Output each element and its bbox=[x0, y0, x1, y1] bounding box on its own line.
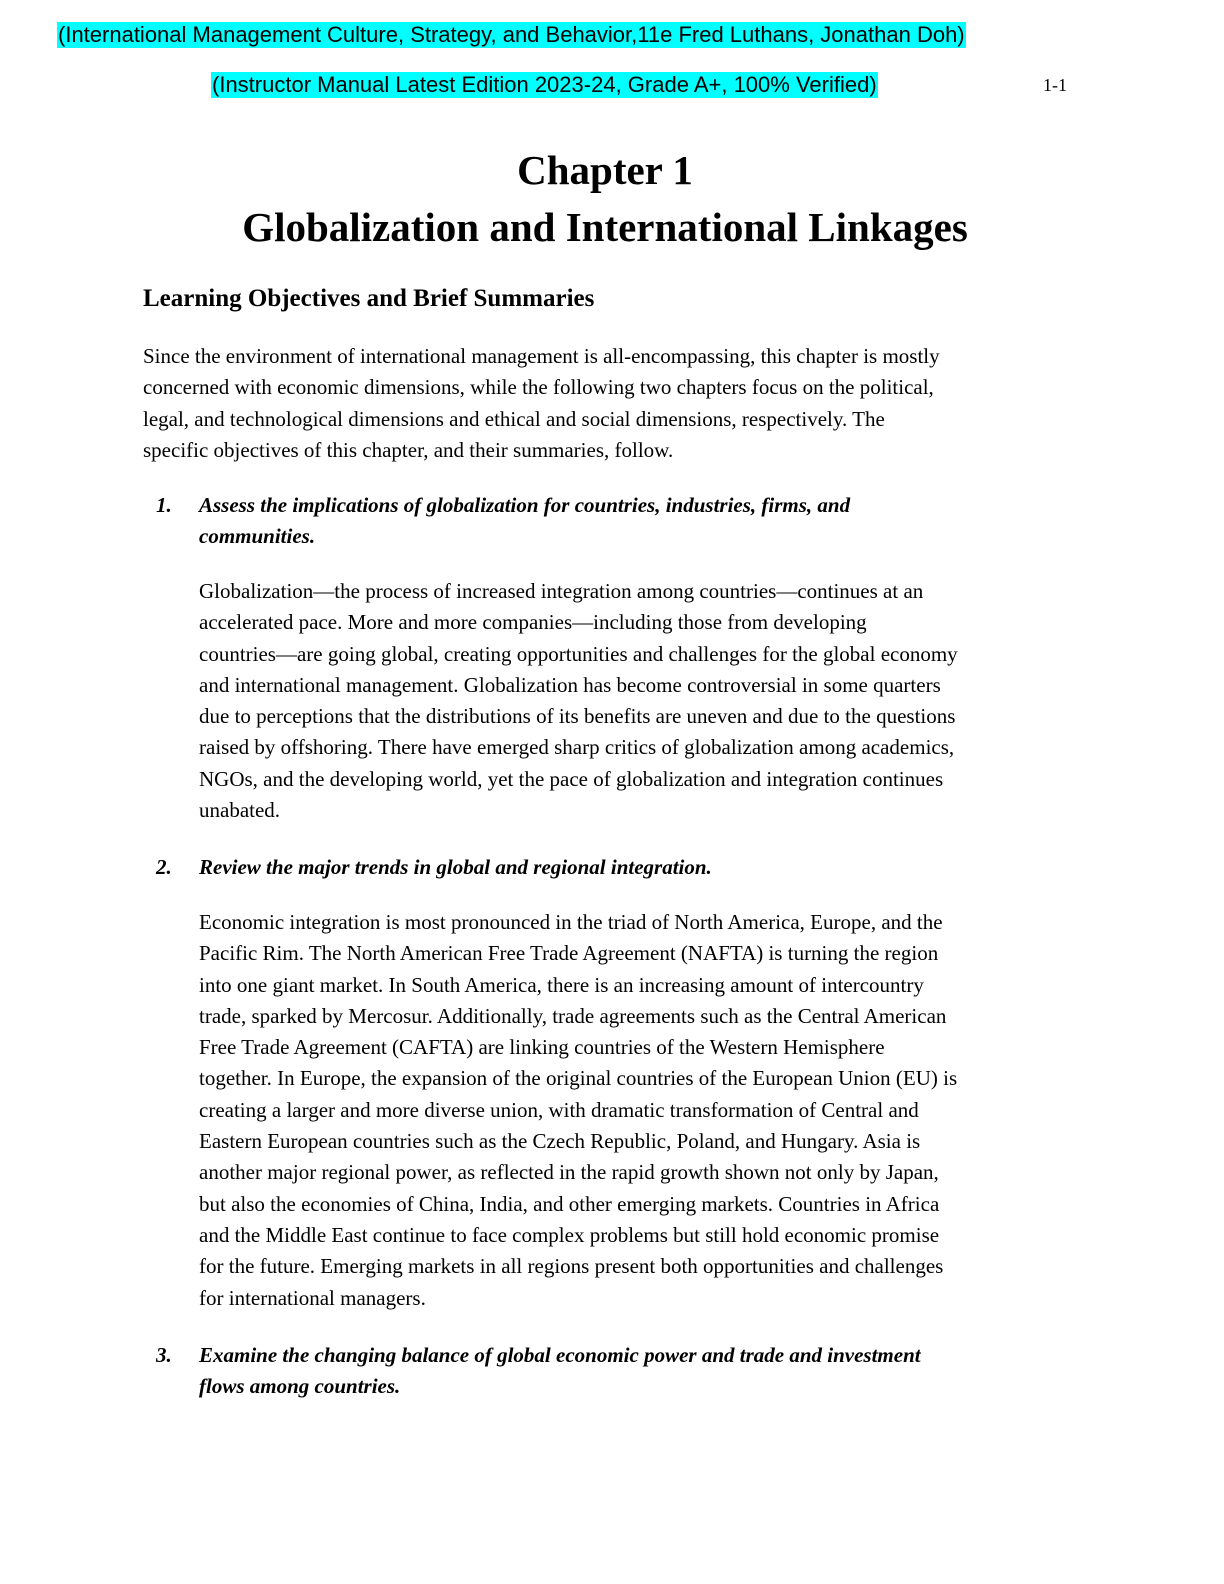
chapter-label: Chapter 1 bbox=[517, 147, 693, 193]
chapter-title: Globalization and International Linkages bbox=[242, 204, 968, 250]
summary-line: Globalization—the process of increased integration among countries—continues at an bbox=[199, 579, 924, 603]
summary-line: Eastern European countries such as the Czech Republic, Poland, and Hungary. Asia is bbox=[199, 1129, 921, 1154]
intro-paragraph bbox=[143, 341, 1063, 466]
summary-line: and international management. Globalization has become controversial in some quarters bbox=[199, 672, 941, 697]
summary-line: raised by offshoring. There have emerged sharp critics of globalization among academics, bbox=[199, 735, 955, 760]
objective-number: 1. bbox=[156, 493, 172, 517]
summary-line: NGOs, and the developing world, yet the pace of globalization and integration continues bbox=[199, 766, 944, 791]
intro-line: legal, and technological dimensions and ethical and social dimensions, respectively. The bbox=[143, 406, 885, 431]
objective-title-line: communities. bbox=[199, 524, 316, 548]
summary-line: creating a larger and more diverse union, with dramatic transformation of Central and bbox=[199, 1097, 919, 1122]
objective-title-line: Examine the changing balance of global economic power and trade and investment bbox=[199, 1343, 921, 1367]
page-number: 1-1 bbox=[1043, 75, 1067, 95]
summary-line: but also the economies of China, India, and other emerging markets. Countries in Africa bbox=[199, 1191, 940, 1216]
objective-2-heading bbox=[156, 852, 1056, 883]
objective-title-line: flows among countries. bbox=[199, 1374, 401, 1398]
summary-line: due to perceptions that the distributions of its benefits are uneven and due to the questions bbox=[199, 704, 956, 729]
summary-line: together. In Europe, the expansion of the original countries of the European Union (EU) is bbox=[199, 1066, 958, 1091]
document-header-title: (International Management Culture, Strategy, and Behavior,11e Fred Luthans, Jonathan Doh) bbox=[58, 22, 965, 47]
summary-line: for international managers. bbox=[199, 1285, 426, 1310]
summary-line: into one giant market. In South America, there is an increasing amount of intercountry bbox=[199, 972, 924, 997]
intro-line: Since the environment of international management is all-encompassing, this chapter is mostly bbox=[143, 344, 940, 368]
summary-line: and the Middle East continue to face complex problems but still hold economic promise bbox=[199, 1222, 940, 1247]
objective-title-line: Assess the implications of globalization for countries, industries, firms, and bbox=[199, 493, 851, 517]
document-header-subtitle: (Instructor Manual Latest Edition 2023-24, Grade A+, 100% Verified) bbox=[212, 72, 877, 97]
objective-title bbox=[199, 852, 1056, 883]
objective-1-heading bbox=[156, 490, 1056, 552]
objective-title-line: Review the major trends in global and regional integration. bbox=[199, 855, 712, 879]
objective-2-summary bbox=[199, 907, 1119, 1314]
objective-1-summary bbox=[199, 576, 1119, 826]
objective-number: 2. bbox=[156, 855, 172, 879]
objective-3-heading bbox=[156, 1340, 1056, 1402]
summary-line: Economic integration is most pronounced in the triad of North America, Europe, and the bbox=[199, 910, 943, 934]
objective-title bbox=[199, 490, 1056, 552]
section-heading: Learning Objectives and Brief Summaries bbox=[143, 285, 595, 312]
summary-line: for the future. Emerging markets in all regions present both opportunities and challenges bbox=[199, 1254, 944, 1279]
objective-title bbox=[199, 1340, 1056, 1402]
summary-line: unabated. bbox=[199, 798, 281, 823]
summary-line: trade, sparked by Mercosur. Additionally, trade agreements such as the Central American bbox=[199, 1003, 947, 1028]
intro-line: concerned with economic dimensions, while the following two chapters focus on the political, bbox=[143, 375, 934, 400]
summary-line: Pacific Rim. The North American Free Trade Agreement (NAFTA) is turning the region bbox=[199, 941, 939, 966]
summary-line: accelerated pace. More and more companies—including those from developing bbox=[199, 610, 867, 635]
summary-line: Free Trade Agreement (CAFTA) are linking countries of the Western Hemisphere bbox=[199, 1035, 885, 1060]
objective-number: 3. bbox=[156, 1343, 172, 1367]
summary-line: another major regional power, as reflected in the rapid growth shown not only by Japan, bbox=[199, 1160, 939, 1185]
summary-line: countries—are going global, creating opportunities and challenges for the global economy bbox=[199, 641, 958, 666]
intro-line: specific objectives of this chapter, and their summaries, follow. bbox=[143, 437, 674, 462]
